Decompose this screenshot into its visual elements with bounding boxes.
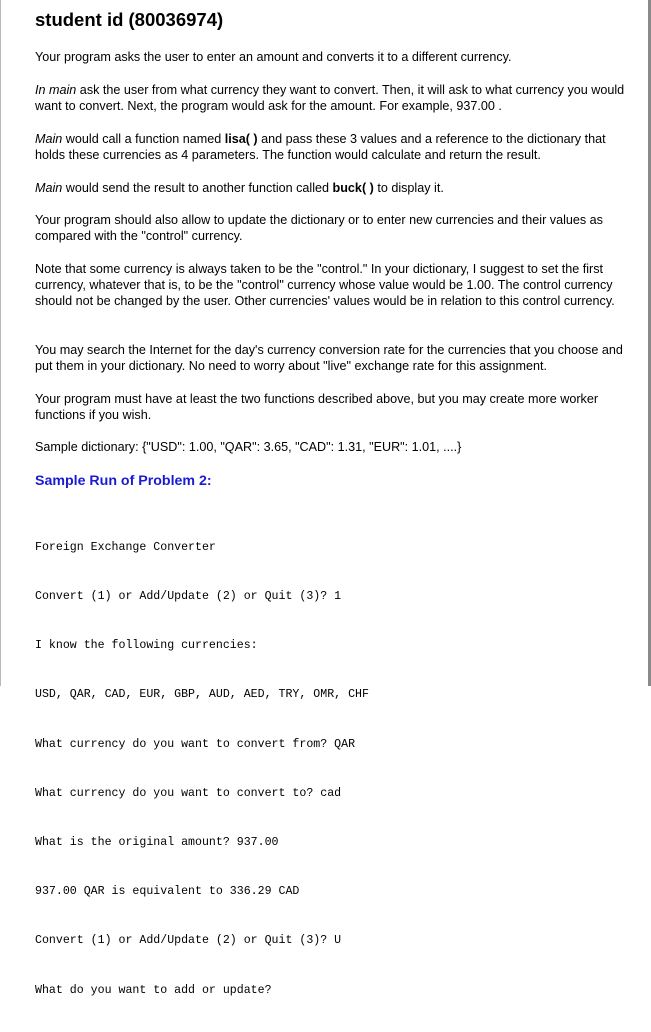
paragraph-buck-function [35, 180, 631, 196]
sample-run-line: What currency do you want to convert to? cad [35, 786, 342, 800]
paragraph-text: and pass these 3 values and a reference to the dictionary that holds these currencies as 4 parameters. The function would calculate and return the result. [35, 132, 606, 162]
sample-run-line: 937.00 QAR is equivalent to 336.29 CAD [35, 885, 300, 899]
sample-run-heading: Sample Run of Problem 2: [35, 473, 212, 489]
sample-run-line: Convert (1) or Add/Update (2) or Quit (3)? U [35, 934, 342, 948]
paragraph-functions-requirement: Your program must have at least the two functions described above, but you may create more worker functions if you wish. [35, 392, 599, 422]
paragraph-lisa-function [35, 131, 631, 163]
main-emphasis: In main [35, 83, 77, 97]
sample-run-line: What is the original amount? 937.00 [35, 836, 279, 850]
sample-run-line: USD, QAR, CAD, EUR, GBP, AUD, AED, TRY, OMR, CHF [35, 688, 369, 702]
sample-run-line: What currency do you want to convert from? QAR [35, 737, 356, 751]
sample-run-line: What do you want to add or update? [35, 983, 272, 997]
sample-run-line: Convert (1) or Add/Update (2) or Quit (3)? 1 [35, 590, 342, 604]
function-name-lisa: lisa( ) [224, 132, 258, 146]
sample-run-line: Foreign Exchange Converter [35, 540, 216, 554]
paragraph-update-dictionary: Your program should also allow to update the dictionary or to enter new currencies and their values as compared with the "control" currency. [35, 213, 603, 243]
function-name-buck: buck( ) [332, 181, 374, 195]
page-title: student id (80036974) [35, 9, 224, 30]
paragraph-text: to display it. [373, 181, 444, 195]
sample-run-line: I know the following currencies: [35, 639, 258, 653]
paragraph-conversion-rates: You may search the Internet for the day's currency conversion rate for the currencies that you choose and put them in your dictionary. No need to worry about "live" exchange rate for this assignment. [35, 343, 623, 373]
paragraph-text: would send the result to another function called [62, 181, 333, 195]
main-emphasis: Main [35, 181, 63, 195]
paragraph-text: would call a function named [62, 132, 225, 146]
paragraph-sample-dictionary: Sample dictionary: {"USD": 1.00, "QAR": 3.65, "CAD": 1.31, "EUR": 1.01, ....} [35, 440, 462, 454]
paragraph-control-currency: Note that some currency is always taken to be the "control." In your dictionary, I suggest to set the first currency, whatever that is, to be the "control" currency whose value would be 1.00. The control currency should not be changed by the user. Other currencies' values would be in relation to this control currency. [35, 262, 615, 308]
sample-run-output [35, 507, 369, 1032]
paragraph-main-input [35, 82, 631, 114]
paragraph-intro: Your program asks the user to enter an amount and converts it to a different currency. [35, 50, 512, 64]
paragraph-text: ask the user from what currency they want to convert. Then, it will ask to what currency you would want to convert. Next, the program would ask for the amount. For example, 937.00 . [35, 83, 625, 113]
main-emphasis: Main [35, 132, 63, 146]
